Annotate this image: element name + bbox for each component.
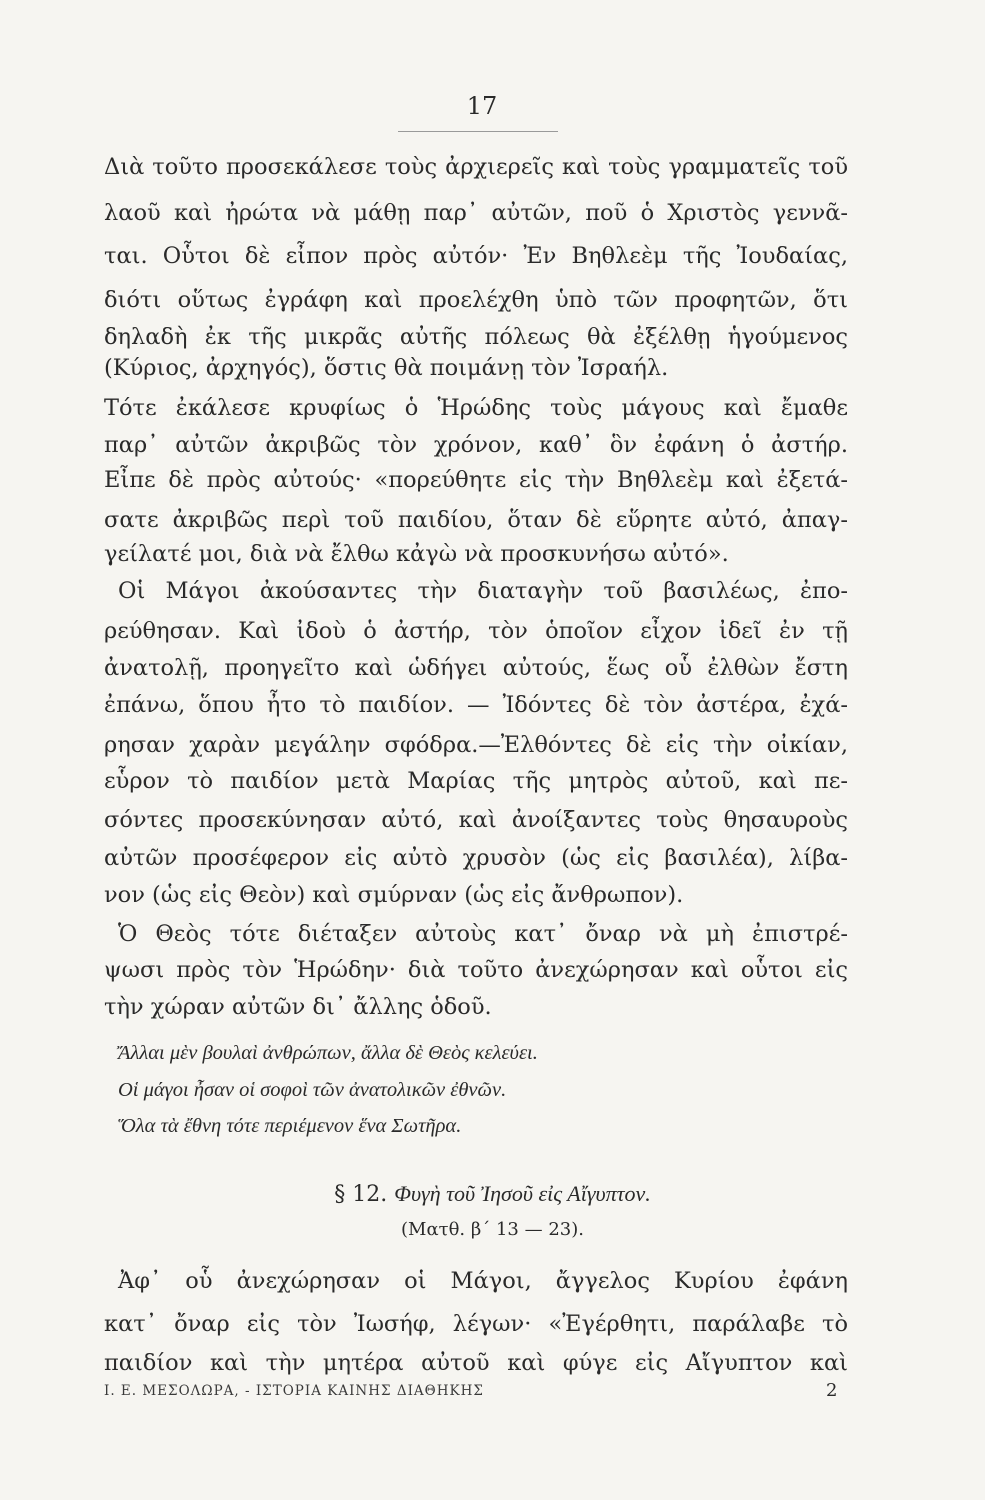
header-rule	[398, 131, 558, 132]
text-line: σατε ἀκριβῶς περὶ τοῦ παιδίου, ὅταν δὲ εὕρητε αὐτό, ἀπαγ-	[104, 507, 848, 533]
italic-line: Ὅλα τὰ ἔθνη τότε περιέμενον ἕνα Σωτῆρα.	[118, 1115, 462, 1137]
text-line: ἀνατολῇ, προηγεῖτο καὶ ὡδήγει αὐτούς, ἕως οὗ ἐλθὼν ἔστη	[104, 655, 848, 681]
text-line: ψωσι πρὸς τὸν Ἡρώδην· διὰ τοῦτο ἀνεχώρησαν καὶ οὗτοι εἰς	[104, 957, 848, 983]
text-line: ρεύθησαν. Καὶ ἰδοὺ ὁ ἀστήρ, τὸν ὁποῖον εἶχον ἰδεῖ ἐν τῇ	[104, 618, 848, 644]
text-line: Ὁ Θεὸς τότε διέταξεν αὐτοὺς κατ᾿ ὄναρ νὰ μὴ ἐπιστρέ-	[118, 921, 848, 947]
text-line: νον (ὡς εἰς Θεὸν) καὶ σμύρναν (ὡς εἰς ἄνθρωπον).	[104, 882, 684, 908]
text-line: αὐτῶν προσέφερον εἰς αὐτὸ χρυσὸν (ὡς εἰς βασιλέα), λίβα-	[104, 845, 848, 871]
text-line: διότι οὕτως ἐγράφη καὶ προελέχθη ὑπὸ τῶν προφητῶν, ὅτι	[104, 287, 848, 313]
text-line: Εἶπε δὲ πρὸς αὐτούς· «πορεύθητε εἰς τὴν Βηθλεὲμ καὶ ἐξετά-	[104, 467, 848, 493]
section-heading: Φυγὴ τοῦ Ἰησοῦ εἰς Αἴγυπτον.	[394, 1181, 651, 1206]
text-line: κατ᾿ ὄναρ εἰς τὸν Ἰωσήφ, λέγων· «Ἐγέρθητι, παράλαβε τὸ	[104, 1311, 848, 1337]
text-line: λαοῦ καὶ ἠρώτα νὰ μάθῃ παρ᾿ αὐτῶν, ποῦ ὁ Χριστὸς γεννᾶ-	[104, 200, 848, 226]
page-number: 17	[466, 92, 498, 120]
text-line: Τότε ἐκάλεσε κρυφίως ὁ Ἡρώδης τοὺς μάγους καὶ ἔμαθε	[104, 395, 848, 421]
text-line: παιδίον καὶ τὴν μητέρα αὐτοῦ καὶ φύγε εἰς Αἴγυπτον καὶ	[104, 1350, 848, 1376]
text-line: σόντες προσεκύνησαν αὐτό, καὶ ἀνοίξαντες τοὺς θησαυροὺς	[104, 807, 848, 833]
section-number: § 12.	[334, 1182, 388, 1207]
signature-mark: 2	[826, 1380, 838, 1401]
italic-line: Οἱ μάγοι ἦσαν οἱ σοφοὶ τῶν ἀνατολικῶν ἐθνῶν.	[118, 1079, 507, 1101]
footer-title: Ι. Ε. ΜΕΣΟΛΩΡΑ, - ΙΣΤΟΡΙΑ ΚΑΙΝΗΣ ΔΙΑΘΗΚΗΣ	[104, 1383, 484, 1399]
text-line: Ἀφ᾿ οὗ ἀνεχώρησαν οἱ Μάγοι, ἄγγελος Κυρίου ἐφάνη	[118, 1268, 848, 1294]
text-line: ἐπάνω, ὅπου ἦτο τὸ παιδίον. — Ἰδόντες δὲ τὸν ἀστέρα, ἐχά-	[104, 692, 848, 718]
text-line: τὴν χώραν αὐτῶν δι᾿ ἄλλης ὁδοῦ.	[104, 994, 492, 1020]
italic-line: Ἄλλαι μὲν βουλαὶ ἀνθρώπων, ἄλλα δὲ Θεὸς κελεύει.	[118, 1042, 538, 1064]
text-line: Διὰ τοῦτο προσεκάλεσε τοὺς ἀρχιερεῖς καὶ τοὺς γραμματεῖς τοῦ	[104, 154, 848, 180]
section-title	[0, 1178, 985, 1211]
text-line: εὗρον τὸ παιδίον μετὰ Μαρίας τῆς μητρὸς αὐτοῦ, καὶ πε-	[104, 768, 848, 794]
section-reference: (Ματθ. β΄ 13 — 23).	[401, 1219, 584, 1240]
text-line: γείλατέ μοι, διὰ νὰ ἔλθω κἀγὼ νὰ προσκυνήσω αὐτό».	[104, 541, 729, 567]
text-line: (Κύριος, ἀρχηγός), ὅστις θὰ ποιμάνῃ τὸν Ἰσραήλ.	[104, 355, 669, 381]
text-line: ται. Οὗτοι δὲ εἶπον πρὸς αὐτόν· Ἐν Βηθλεὲμ τῆς Ἰουδαίας,	[104, 243, 848, 269]
text-line: δηλαδὴ ἐκ τῆς μικρᾶς αὐτῆς πόλεως θὰ ἐξέλθῃ ἡγούμενος	[104, 324, 848, 350]
text-line: ρησαν χαρὰν μεγάλην σφόδρα.—Ἐλθόντες δὲ εἰς τὴν οἰκίαν,	[104, 732, 848, 758]
text-line: παρ᾿ αὐτῶν ἀκριβῶς τὸν χρόνον, καθ᾿ ὃν ἐφάνη ὁ ἀστήρ.	[104, 432, 848, 458]
text-line: Οἱ Μάγοι ἀκούσαντες τὴν διαταγὴν τοῦ βασιλέως, ἐπο-	[118, 578, 848, 604]
